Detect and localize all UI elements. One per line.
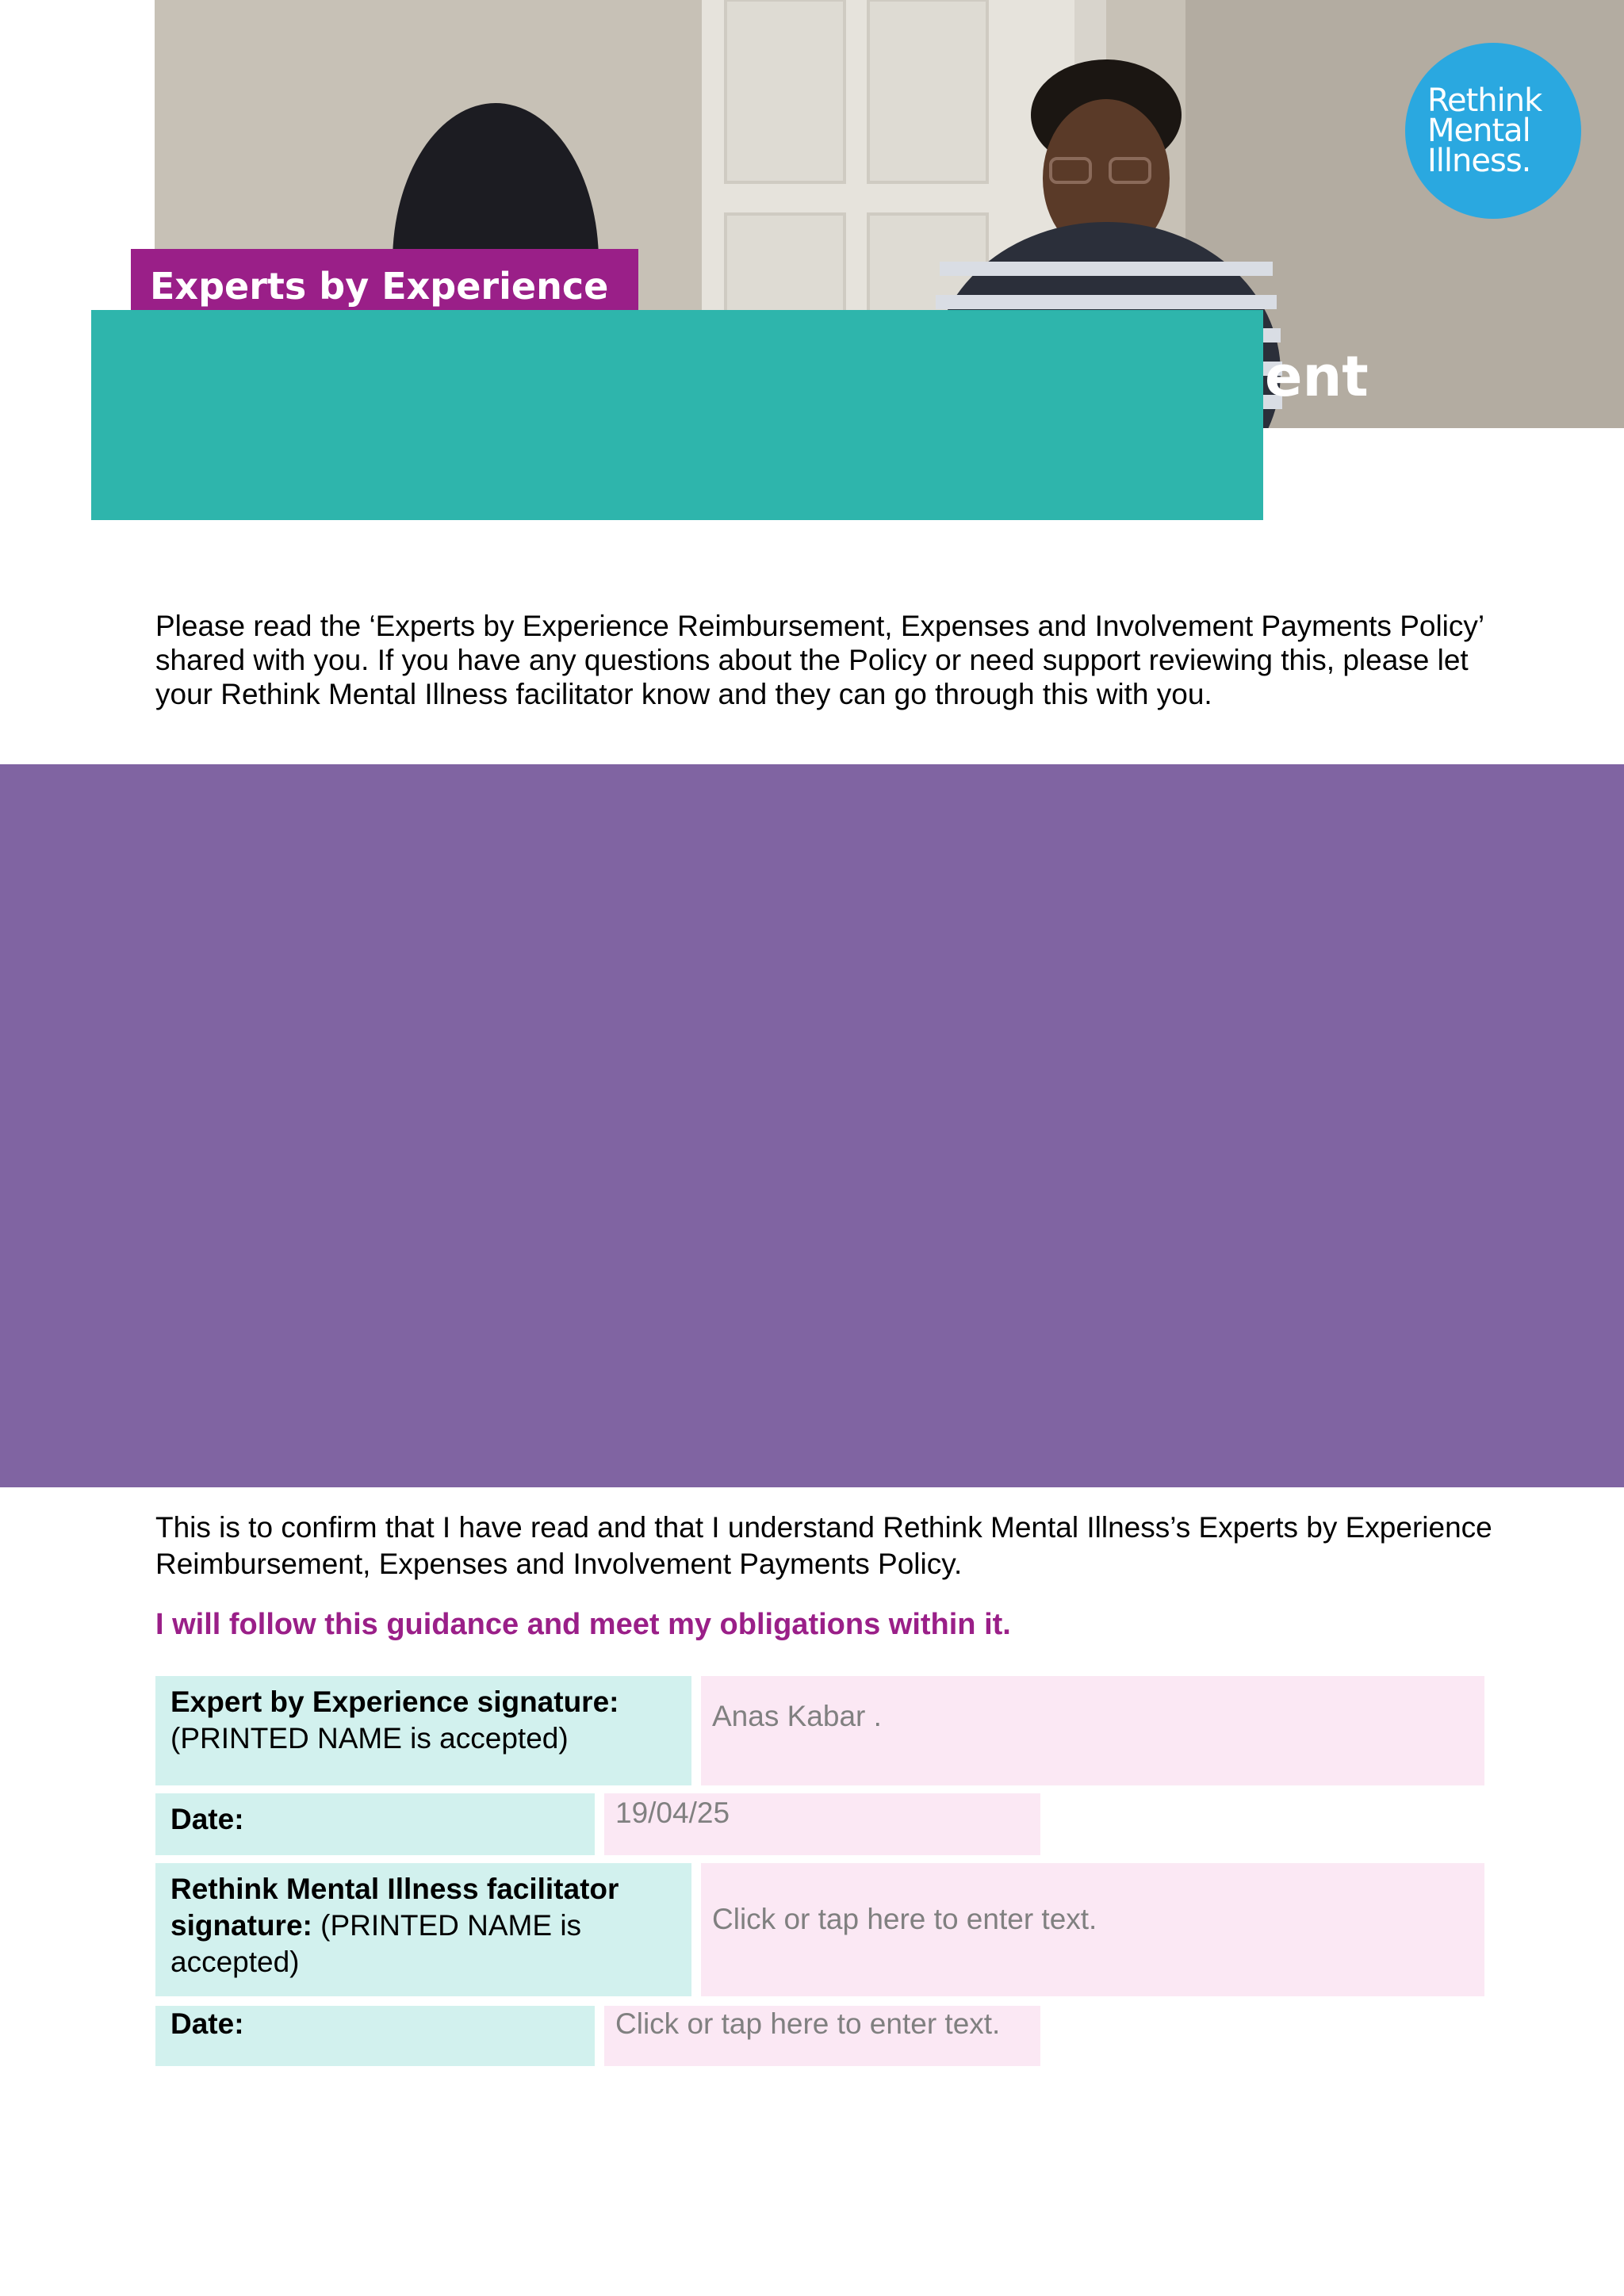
intro-paragraph: Please read the ‘Experts by Experience Reimbursement, Expenses and Involvement Payments Policy’ shared with you. If you have any questions about the Policy or need support reviewing this, please let your Rethink Mental Illness facilitator know and they can go through this with you. <box>155 610 1484 710</box>
confirmation-paragraph: This is to confirm that I have read and that I understand Rethink Mental Illness’s Experts by Experience Reimbursement, Expenses and Involvement Payments Policy. <box>155 1511 1492 1580</box>
facilitator-date-label <box>155 2006 595 2066</box>
title-redaction-block <box>91 310 1263 520</box>
brand-logo <box>1405 43 1581 219</box>
logo-line: Mental <box>1427 113 1530 149</box>
expert-signature-field[interactable]: Anas Kabar . <box>701 1676 1484 1785</box>
facilitator-date-label-text: Date: <box>170 2007 244 2040</box>
content-redaction-band <box>0 764 1624 1487</box>
logo-line: Illness. <box>1427 143 1531 179</box>
expert-date-label-text: Date: <box>170 1803 244 1835</box>
expert-signature-label-bold: Expert by Experience signature: <box>170 1686 619 1718</box>
section-tag: Experts by Experience <box>131 249 638 314</box>
commitment-statement: I will follow this guidance and meet my obligations within it. <box>155 1608 1011 1641</box>
facilitator-signature-label-note: (PRINTED NAME is accepted) <box>170 1909 582 1978</box>
page-title-fragment: ent <box>1265 344 1369 409</box>
facilitator-signature-label-bold: Rethink Mental Illness facilitator signature: <box>170 1873 619 1942</box>
facilitator-date-field[interactable]: Click or tap here to enter text. <box>604 2006 1040 2066</box>
expert-date-label <box>155 1793 595 1855</box>
expert-signature-label-note: (PRINTED NAME is accepted) <box>170 1722 569 1755</box>
expert-signature-label <box>155 1676 691 1785</box>
logo-line: Rethink <box>1427 82 1542 119</box>
facilitator-signature-label <box>155 1863 691 1996</box>
facilitator-signature-field[interactable]: Click or tap here to enter text. <box>701 1863 1484 1996</box>
expert-date-field[interactable]: 19/04/25 <box>604 1793 1040 1855</box>
